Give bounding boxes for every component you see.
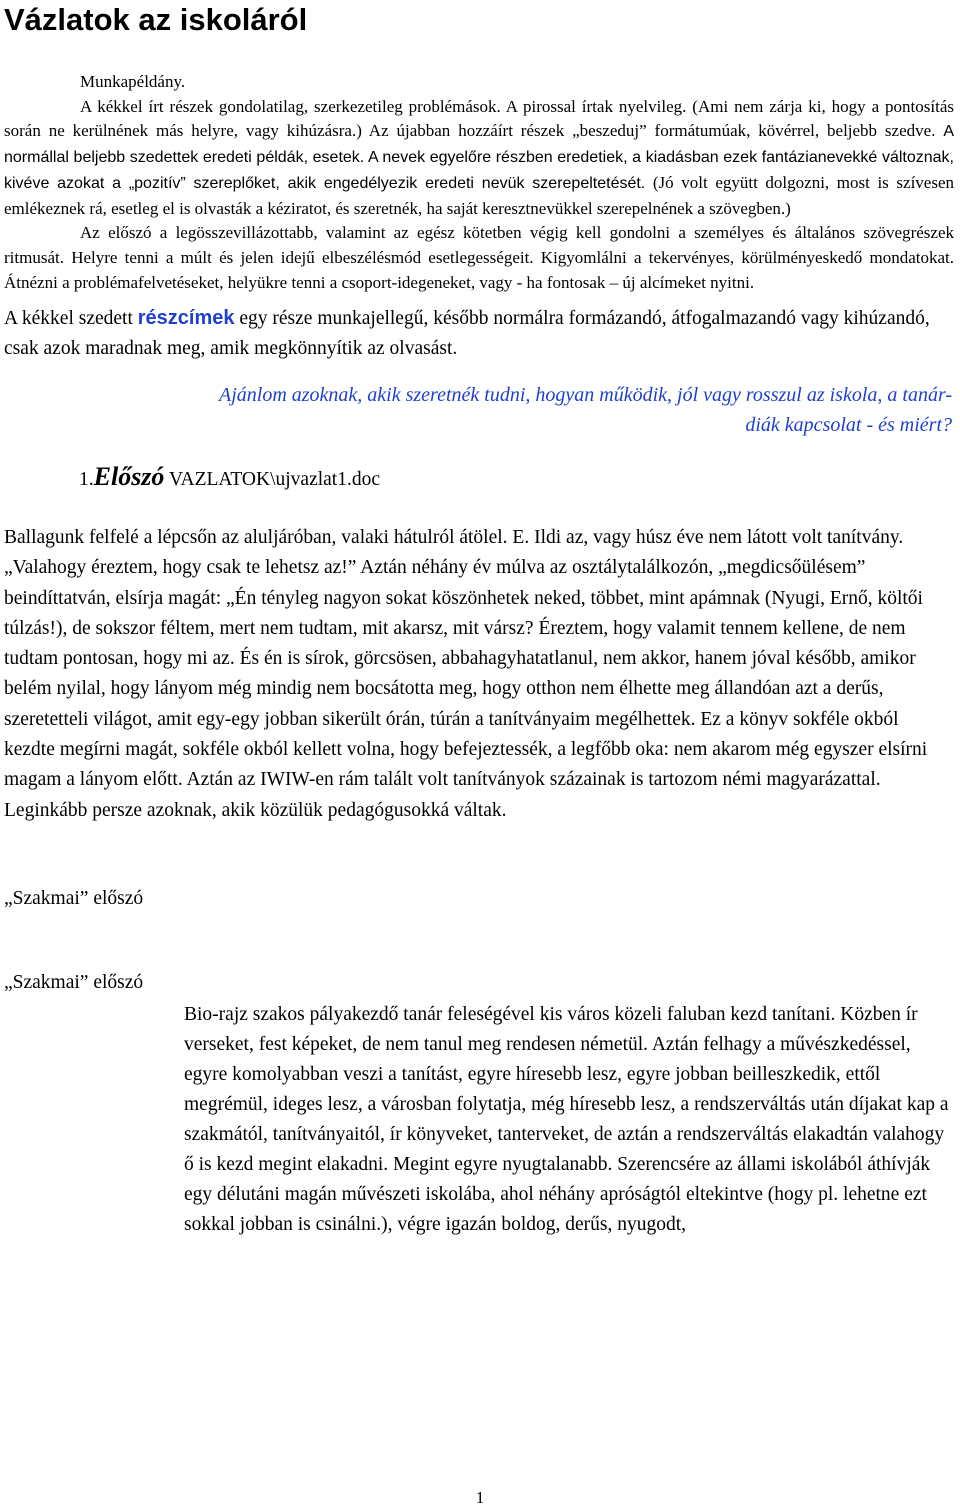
intro-before: A kékkel szedett [4,308,138,329]
dedication [4,380,952,440]
professional-preface-heading-2: „Szakmai” előszó [4,972,144,993]
document-title: Vázlatok az iskoláról [4,2,308,37]
bio-paragraph-block [184,1000,954,1240]
notes-formatting-text: A kékkel írt részek gondolatilag, szerkezetileg problémások. A pirossal írtak nyelvileg. (Ami nem zárja ki, hogy a pontosítás során ne kerülnének más helyre, vagy kihúzásra.) Az újabban hozzáírt részek „beszeduj” formátumúak, kövérrel, beljebb szedve. [4,96,954,141]
chapter-number: 1. [79,469,94,490]
intro-after: egy része munkajellegű, később normálra formázandó, átfogalmazandó vagy kihúzandó, csak azok maradnak meg, amik megkönnyítik az olvasást. [4,308,930,359]
bio-paragraph: Bio-rajz szakos pályakezdő tanár feleségével kis város közeli faluban kezd tanítani. Közben ír verseket, fest képeket, de nem tanul meg rendesen németül. Aztán felhagy a művészkedéssel, egyre komolyabban veszi a tanítást, egyre híresebb lesz, egyre jobban beilleszkedik, ettől megrémül, ideges lesz, a városban folytatja, még híresebb lesz, a rendszerváltás után díjakat kap a szakmától, tanítványaitól, ír könyveket, tanterveket, de aztán a rendszerváltás elakadtán valahogy ő is kezd megint elakadni. Megint egyre nyugtalanabb. Szerencsére az állami iskolából áthívják egy délutáni magán művészeti iskolába, ahol néhány apróságtól eltekintve (hogy pl. lehetne ezt sokkal jobban is csinálni.), végre igazán boldog, derűs, nyugodt, [184,1004,949,1235]
preface-story [4,523,954,826]
dedication-line-2: diák kapcsolat - és miért? [745,414,952,436]
editor-notes [4,70,954,295]
notes-preface-paragraph: Az előszó a legösszevillázottabb, valamint az egész kötetben végig kell gondolni a személyes és általános szövegrészek ritmusát. Helyre tenni a múlt és jelen idejű elbeszélésmód esetlegességeit. Kigyomlálni a tekervényes, körülményeskedő mondatokat. Átnézni a problémafelvetéseket, helyükre tenni a csoport-idegeneket, vagy - ha fontosak – új alcímeket nyitni. [4,223,954,292]
chapter-file-link[interactable]: VAZLATOK\ujvazlat1.doc [164,469,380,490]
story-paragraph: Ballagunk felfelé a lépcsőn az aluljáróban, valaki hátulról átölel. E. Ildi az, vagy húsz éve nem látott volt tanítvány. „Valahogy éreztem, hogy csak te lehetsz az!” Aztán néhány év múlva az osztálytalálkozón, „megdicsőülésem” beindíttatván, elsírja magát: „Én tényleg nagyon sokat köszönhetek neked, többet, mint apámnak (Nyugi, Ernő, költői túlzás!), de sokszor féltem, mert nem tudtam, mit akarsz, mit vársz? Éreztem, hogy valamit tennem kellene, de nem tudtam pontosan, hogy mi az. És én is sírok, görcsösen, abbahagyhatatlanul, nem akkor, hanem jóval később, amikor belém nyilal, hogy lányom még mindig nem bocsátotta meg, hogy otthon nem élhette meg állandóan azt a derűs, szeretetteli világot, amit egy-egy jobban sikerült órán, túrán a tanítványaim megélhettek. Ez a könyv sokféle okból kezdte megírni magát, sokféle okból kellett volna, hogy befejeztessék, a legfőbb oka: nem akarom még egyszer elsírni magam a lányom előtt. Aztán az IWIW-en rám talált volt tanítványok százainak is tartozom némi magyarázattal. Leginkább persze azoknak, akik közülük pedagógusokká váltak. [4,527,928,821]
chapter-title: Előszó [93,462,165,491]
page-number: 1 [475,1488,485,1507]
intro-highlight: részcímek [137,307,235,329]
dedication-line-1: Ajánlom azoknak, akik szeretnék tudni, hogyan működik, jól vagy rosszul az iskola, a tanár- [218,384,952,406]
subtitle-explanation [4,303,954,364]
notes-examples-text: A normállal beljebb szedettek eredeti példák, esetek. A nevek egyelőre részben eredetiek, a kiadásban ezek fantázianevekké változnak, kivéve azokat a „pozitív” szereplőket, akik engedélyezik eredeti nevük szerepeltetését. [4,123,954,192]
notes-working-copy: Munkapéldány. [80,72,186,91]
notes-permission-text: (Jó volt együtt dolgozni, most is szívesen emlékeznek rá, esetleg el is olvasták a kéziratot, és szeretnék, ha saját keresztnevükkel szerepelnének a szövegben.) [4,172,955,218]
chapter-heading [79,460,380,497]
notes-formatting-paragraph [4,95,954,222]
professional-preface-heading-1: „Szakmai” előszó [4,888,144,909]
